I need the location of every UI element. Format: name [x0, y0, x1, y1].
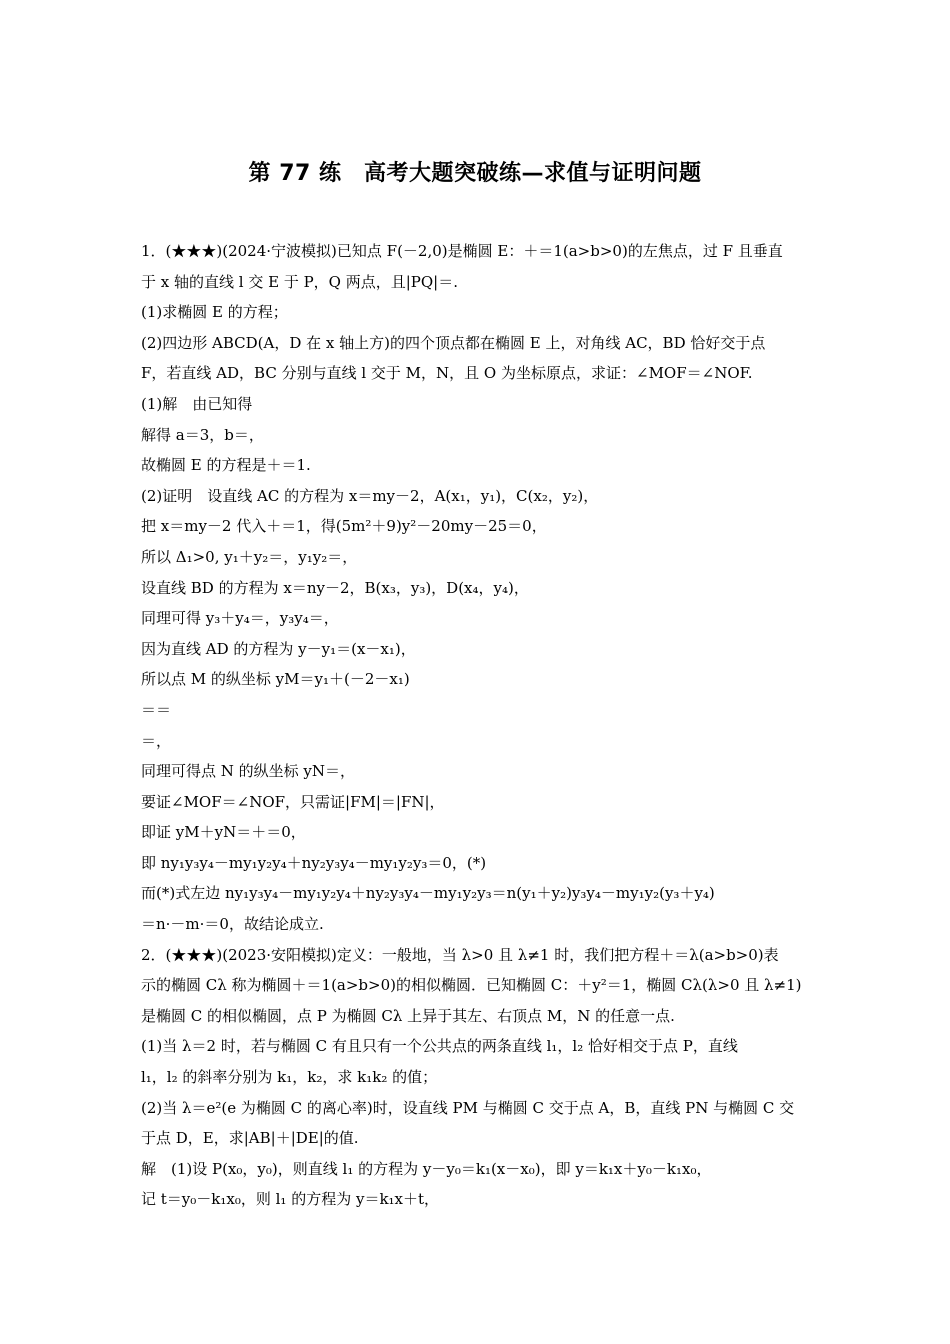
text-line: 于点 D，E，求|AB|＋|DE|的值.	[141, 1129, 359, 1148]
text-line: 而(*)式左边 ny₁y₃y₄－my₁y₂y₄＋ny₂y₃y₄－my₁y₂y₃＝n(y₁＋y₂)y₃y₄－my₁y₂(y₃＋y₄)	[141, 884, 715, 903]
text-line: 所以点 M 的纵坐标 yM＝y₁＋(－2－x₁)	[141, 670, 410, 689]
text-line: (1)当 λ＝2 时，若与椭圆 C 有且只有一个公共点的两条直线 l₁，l₂ 恰好相交于点 P，直线	[141, 1037, 738, 1056]
text-line: 于 x 轴的直线 l 交 E 于 P，Q 两点，且|PQ|＝.	[141, 272, 459, 291]
text-line: ＝＝	[141, 700, 172, 719]
text-line: 解得 a＝3，b＝，	[141, 425, 264, 444]
text-line: ＝n·－m·＝0，故结论成立.	[141, 915, 324, 934]
text-line: 即证 yM＋yN＝＋＝0，	[141, 823, 306, 842]
text-line: 2．(★★★)(2023·安阳模拟)定义：一般地，当 λ>0 且 λ≠1 时，我们把方程＋＝λ(a>b>0)表	[141, 945, 779, 964]
text-line: 同理可得 y₃＋y₄＝，y₃y₄＝，	[141, 609, 339, 628]
text-line: 把 x＝my－2 代入＋＝1，得(5m²＋9)y²－20my－25＝0，	[141, 517, 547, 536]
document-body	[141, 236, 813, 1215]
page-title: 第 77 练 高考大题突破练—求值与证明问题	[248, 161, 702, 186]
text-line: 1．(★★★)(2024·宁波模拟)已知点 F(－2,0)是椭圆 E：＋＝1(a>b>0)的左焦点，过 F 且垂直	[141, 242, 783, 260]
text-line: 是椭圆 C 的相似椭圆，点 P 为椭圆 Cλ 上异于其左、右顶点 M，N 的任意一点.	[141, 1006, 675, 1025]
text-line: 设直线 BD 的方程为 x＝ny－2，B(x₃，y₃)，D(x₄，y₄)，	[141, 578, 529, 597]
text-line: 要证∠MOF＝∠NOF，只需证|FM|＝|FN|，	[141, 792, 445, 811]
text-line: 示的椭圆 Cλ 称为椭圆＋＝1(a>b>0)的相似椭圆．已知椭圆 C：＋y²＝1，椭圆 Cλ(λ>0 且 λ≠1)	[141, 976, 802, 995]
text-line: 因为直线 AD 的方程为 y－y₁＝(x－x₁)，	[141, 639, 416, 658]
text-line: (1)解 由已知得	[141, 394, 253, 413]
text-line: F，若直线 AD，BC 分别与直线 l 交于 M，N，且 O 为坐标原点，求证：∠MOF＝∠NOF.	[141, 364, 753, 383]
text-line: l₁，l₂ 的斜率分别为 k₁，k₂，求 k₁k₂ 的值；	[141, 1068, 438, 1087]
text-line: 故椭圆 E 的方程是＋＝1.	[141, 456, 311, 475]
text-line: (2)四边形 ABCD(A，D 在 x 轴上方)的四个顶点都在椭圆 E 上，对角线 AC，BD 恰好交于点	[141, 333, 766, 352]
text-line: (2)证明 设直线 AC 的方程为 x＝my－2，A(x₁，y₁)，C(x₂，y₂)，	[141, 486, 599, 505]
text-line: (2)当 λ＝e²(e 为椭圆 C 的离心率)时，设直线 PM 与椭圆 C 交于点 A，B，直线 PN 与椭圆 C 交	[141, 1098, 795, 1117]
text-line: 即 ny₁y₃y₄－my₁y₂y₄＋ny₂y₃y₄－my₁y₂y₃＝0，(*)	[141, 853, 487, 872]
text-line: 同理可得点 N 的纵坐标 yN＝，	[141, 762, 356, 781]
text-line: 所以 Δ₁>0, y₁＋y₂＝，y₁y₂＝，	[141, 547, 358, 566]
text-line: 记 t＝y₀－k₁x₀，则 l₁ 的方程为 y＝k₁x＋t，	[141, 1190, 440, 1209]
text-line: 解 (1)设 P(x₀，y₀)，则直线 l₁ 的方程为 y－y₀＝k₁(x－x₀)，即 y＝k₁x＋y₀－k₁x₀，	[141, 1159, 712, 1178]
text-line: ＝，	[141, 731, 172, 750]
text-line: (1)求椭圆 E 的方程；	[141, 303, 288, 322]
